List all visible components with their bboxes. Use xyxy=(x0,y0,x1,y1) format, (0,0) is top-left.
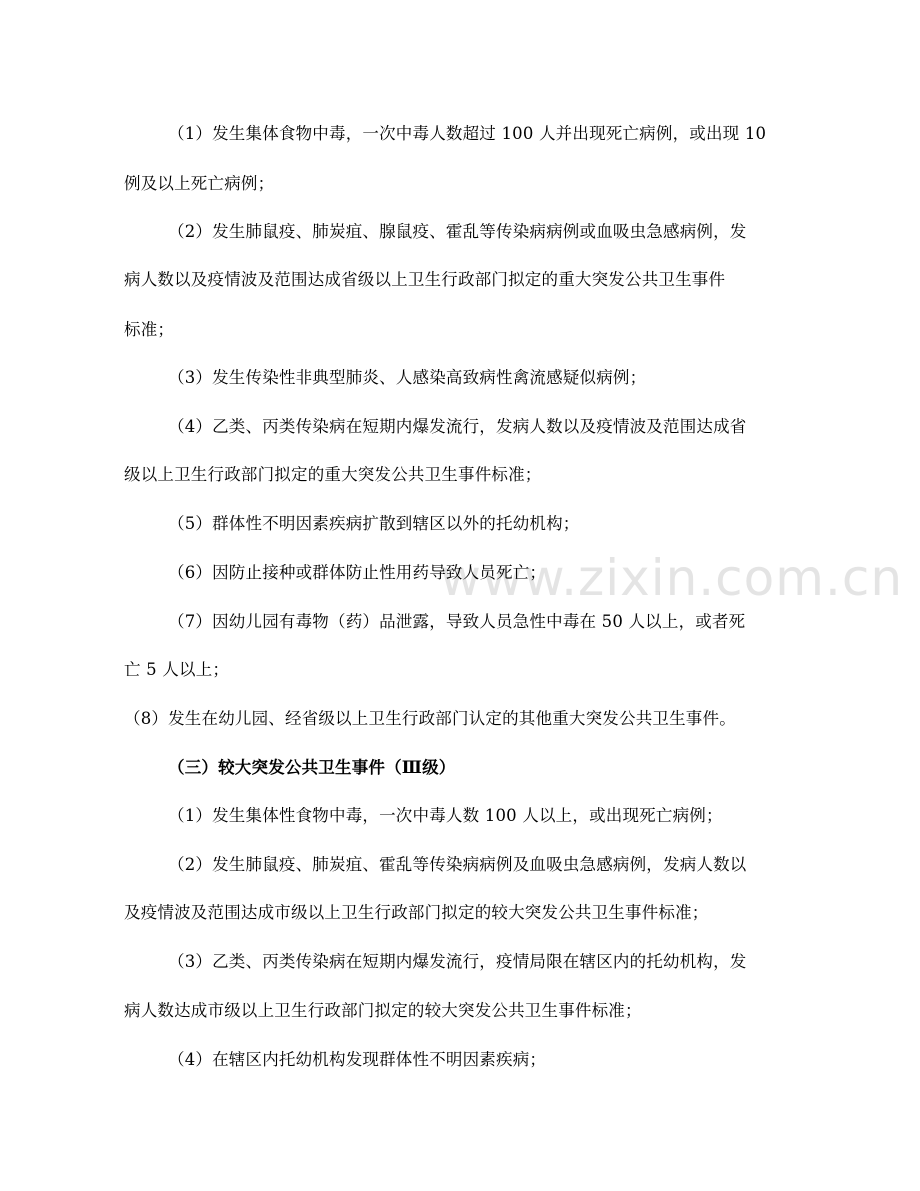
paragraph-line: （1）发生集体食物中毒，一次中毒人数超过 100 人并出现死亡病例，或出现 10 xyxy=(168,124,767,143)
paragraph-line: （8）发生在幼儿园、经省级以上卫生行政部门认定的其他重大突发公共卫生事件。 xyxy=(124,709,736,728)
paragraph-line: （1）发生集体性食物中毒，一次中毒人数 100 人以上，或出现死亡病例； xyxy=(168,806,723,825)
paragraph-line: （6）因防止接种或群体防止性用药导致人员死亡； xyxy=(168,563,547,582)
paragraph-line: （2）发生肺鼠疫、肺炭疽、霍乱等传染病病例及血吸虫急感病例，发病人数以 xyxy=(168,855,747,874)
paragraph-line: 例及以上死亡病例； xyxy=(124,174,275,193)
paragraph-line: 及疫情波及范围达成市级以上卫生行政部门拟定的较大突发公共卫生事件标准； xyxy=(124,903,709,922)
paragraph-line: （4）在辖区内托幼机构发现群体性不明因素疾病； xyxy=(168,1050,547,1069)
paragraph-line: （7）因幼儿园有毒物（药）品泄露，导致人员急性中毒在 50 人以上，或者死 xyxy=(168,612,746,631)
paragraph-line: 病人数达成市级以上卫生行政部门拟定的较大突发公共卫生事件标准； xyxy=(124,1001,642,1020)
paragraph-line: （3）发生传染性非典型肺炎、人感染高致病性禽流感疑似病例； xyxy=(168,368,647,387)
paragraph-line: （4）乙类、丙类传染病在短期内爆发流行，发病人数以及疫情波及范围达成省 xyxy=(168,417,747,436)
paragraph-line: 标准； xyxy=(124,320,175,339)
section-heading: （三）较大突发公共卫生事件（Ⅲ级） xyxy=(168,758,456,777)
watermark: www.zixin.com.cn xyxy=(440,549,904,607)
paragraph-line: 亡 5 人以上； xyxy=(124,660,230,679)
paragraph-line: （2）发生肺鼠疫、肺炭疽、腺鼠疫、霍乱等传染病病例或血吸虫急感病例，发 xyxy=(168,222,747,241)
paragraph-line: （5）群体性不明因素疾病扩散到辖区以外的托幼机构； xyxy=(168,514,580,533)
paragraph-line: 病人数以及疫情波及范围达成省级以上卫生行政部门拟定的重大突发公共卫生事件 xyxy=(124,270,726,289)
paragraph-line: 级以上卫生行政部门拟定的重大突发公共卫生事件标准； xyxy=(124,465,542,484)
paragraph-line: （3）乙类、丙类传染病在短期内爆发流行，疫情局限在辖区内的托幼机构，发 xyxy=(168,952,747,971)
